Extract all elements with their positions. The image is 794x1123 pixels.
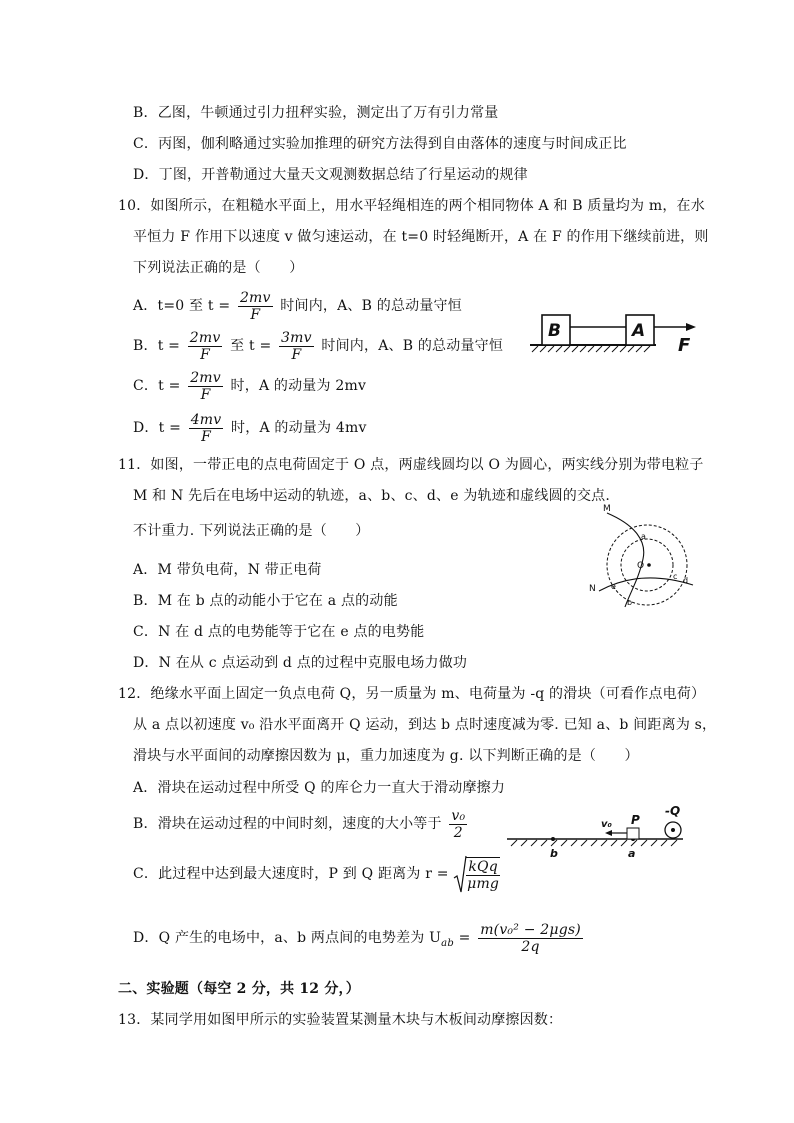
q12-b-fraction — [449, 808, 467, 841]
q10-d-suffix: 时，A 的动量为 4mv — [231, 420, 367, 436]
q10-stem-line1: 10．如图所示，在粗糙水平面上，用水平轻绳相连的两个相同物体 A 和 B 质量均为 m，在水 — [118, 198, 705, 214]
q12-d-num: m(v₀² − 2μgs) — [480, 921, 581, 938]
q10-d-fraction — [189, 412, 224, 445]
force-label: F — [678, 335, 691, 356]
q12-c-sqrt — [453, 854, 503, 894]
label-m: M — [603, 504, 611, 514]
q10-b-den1: F — [200, 346, 211, 363]
q10-a-num: 2mv — [239, 289, 271, 306]
q11-option-b: B．M 在 b 点的动能小于它在 a 点的动能 — [133, 593, 398, 609]
label-b: b — [550, 847, 558, 860]
q11-option-c: C．N 在 d 点的电势能等于它在 e 点的电势能 — [133, 624, 425, 640]
q10-a-suffix: 时间内，A、B 的总动量守恒 — [280, 298, 462, 314]
trajectory-m — [607, 513, 644, 607]
sqrt-sign-icon — [453, 854, 467, 894]
q10-b-fraction2 — [279, 330, 314, 363]
q10-a-fraction — [238, 290, 273, 323]
q10-a-den: F — [250, 306, 261, 323]
q10-option-c — [133, 368, 366, 404]
q12-c-num: kQq — [468, 858, 498, 875]
label-c: c — [673, 572, 678, 581]
block-a-label: A — [632, 321, 646, 341]
q12-stem-line3: 滑块与水平面间的动摩擦因数为 μ，重力加速度为 g. 以下判断正确的是（ ） — [133, 748, 639, 764]
q12-option-d — [133, 918, 586, 964]
q10-c-fraction — [188, 370, 223, 403]
q10-c-den: F — [200, 386, 211, 403]
q12-d-subscript: ab — [441, 937, 454, 949]
ground-hatching — [532, 346, 650, 352]
q10-option-a — [133, 288, 462, 324]
q11-stem-line3: 不计重力. 下列说法正确的是（ ） — [133, 523, 370, 539]
q10-b-prefix: B．t = — [133, 338, 181, 354]
q10-diagram — [528, 305, 698, 357]
q12-option-b — [133, 806, 470, 842]
q12-stem-line2: 从 a 点以初速度 v₀ 沿水平面离开 Q 运动，到达 b 点时速度减为零. 已知 a、b 间距离为 s， — [133, 717, 717, 733]
label-d: d — [683, 576, 689, 585]
q12-option-c — [133, 854, 503, 894]
velocity-arrow-head-icon — [605, 830, 612, 836]
slider-block-p — [627, 828, 639, 839]
label-o: O — [637, 561, 645, 571]
q10-b-den2: F — [291, 346, 302, 363]
q10-option-d — [133, 410, 367, 446]
q12-c-text: C．此过程中达到最大速度时，P 到 Q 距离为 r = — [133, 866, 449, 882]
q11-option-d: D．N 在从 c 点运动到 d 点的过程中克服电场力做功 — [133, 655, 468, 671]
q12-b-den: 2 — [453, 824, 463, 841]
q9-option-c: C．丙图，伽利略通过实验加推理的研究方法得到自由落体的速度与时间成正比 — [133, 136, 627, 152]
outer-dashed-circle — [607, 525, 687, 605]
q10-b-suffix: 时间内，A、B 的总动量守恒 — [321, 338, 504, 354]
q12-c-den: μmg — [467, 875, 500, 892]
q10-stem-line2: 平恒力 F 作用下以速度 v 做匀速运动，在 t=0 时轻绳断开，A 在 F 的作用下继续前进，则 — [133, 229, 709, 245]
label-n: N — [589, 584, 596, 594]
q10-c-suffix: 时，A 的动量为 2mv — [230, 378, 367, 394]
label-a: a — [641, 532, 646, 541]
label-b: b — [627, 598, 633, 607]
q10-d-prefix: D．t = — [133, 420, 182, 436]
inner-dashed-circle — [621, 539, 673, 591]
q10-b-num1: 2mv — [189, 329, 221, 346]
label-a: a — [628, 847, 636, 860]
label-e: e — [611, 582, 616, 591]
charge-q-center-dot — [671, 828, 675, 832]
q9-option-d: D．丁图，开普勒通过大量天文观测数据总结了行星运动的规律 — [133, 167, 528, 183]
force-arrow-head-icon — [686, 323, 696, 331]
q12-d-text: D．Q 产生的电场中，a、b 两点间的电势差为 U — [133, 930, 442, 946]
q12-b-text: B．滑块在运动过程的中间时刻，速度的大小等于 — [133, 816, 442, 832]
label-p: P — [631, 813, 640, 827]
q10-option-b — [133, 328, 503, 364]
q12-option-a: A．滑块在运动过程中所受 Q 的库仑力一直大于滑动摩擦力 — [133, 780, 506, 796]
q10-c-prefix: C．t = — [133, 378, 181, 394]
q10-b-mid: 至 t = — [230, 338, 272, 354]
q10-b-num2: 3mv — [281, 329, 312, 346]
q11-stem-line2: M 和 N 先后在电场中运动的轨迹，a、b、c、d、e 为轨迹和虚线圆的交点. — [133, 488, 611, 504]
q12-b-num: v₀ — [451, 807, 466, 824]
charge-o-dot — [647, 563, 651, 567]
q10-a-prefix: A．t=0 至 t = — [133, 298, 231, 314]
q11-stem-line1: 11．如图，一带正电的点电荷固定于 O 点，两虚线圆均以 O 为圆心，两实线分别为带电粒子 — [118, 457, 704, 473]
section-heading: 二、实验题（每空 2 分，共 12 分，） — [118, 981, 360, 997]
q10-d-den: F — [201, 428, 211, 445]
label-q: -Q — [665, 804, 681, 818]
q10-b-fraction1 — [188, 330, 223, 363]
q10-d-num: 4mv — [190, 411, 222, 428]
q12-diagram — [505, 795, 695, 860]
q9-option-b: B．乙图，牛顿通过引力扭秤实验，测定出了万有引力常量 — [133, 105, 499, 121]
q10-stem-line3: 下列说法正确的是（ ） — [133, 260, 304, 276]
q12-d-equals: = — [458, 930, 471, 946]
q12-stem-line1: 12．绝缘水平面上固定一负点电荷 Q，另一质量为 m、电荷量为 -q 的滑块（可看作点电荷） — [118, 686, 706, 702]
q13-stem: 13．某同学用如图甲所示的实验装置某测量木块与木板间动摩擦因数： — [118, 1012, 563, 1028]
q11-option-a: A．M 带负电荷，N 带正电荷 — [133, 562, 322, 578]
ground-hatching — [511, 840, 677, 846]
q12-d-fraction — [478, 922, 583, 955]
label-v0: v₀ — [601, 819, 612, 830]
q10-c-num: 2mv — [190, 369, 221, 386]
block-b-label: B — [548, 321, 561, 341]
point-b-dot — [551, 837, 555, 841]
q11-diagram — [585, 503, 700, 608]
q12-d-den: 2q — [521, 938, 540, 955]
q12-c-fraction — [466, 857, 500, 892]
